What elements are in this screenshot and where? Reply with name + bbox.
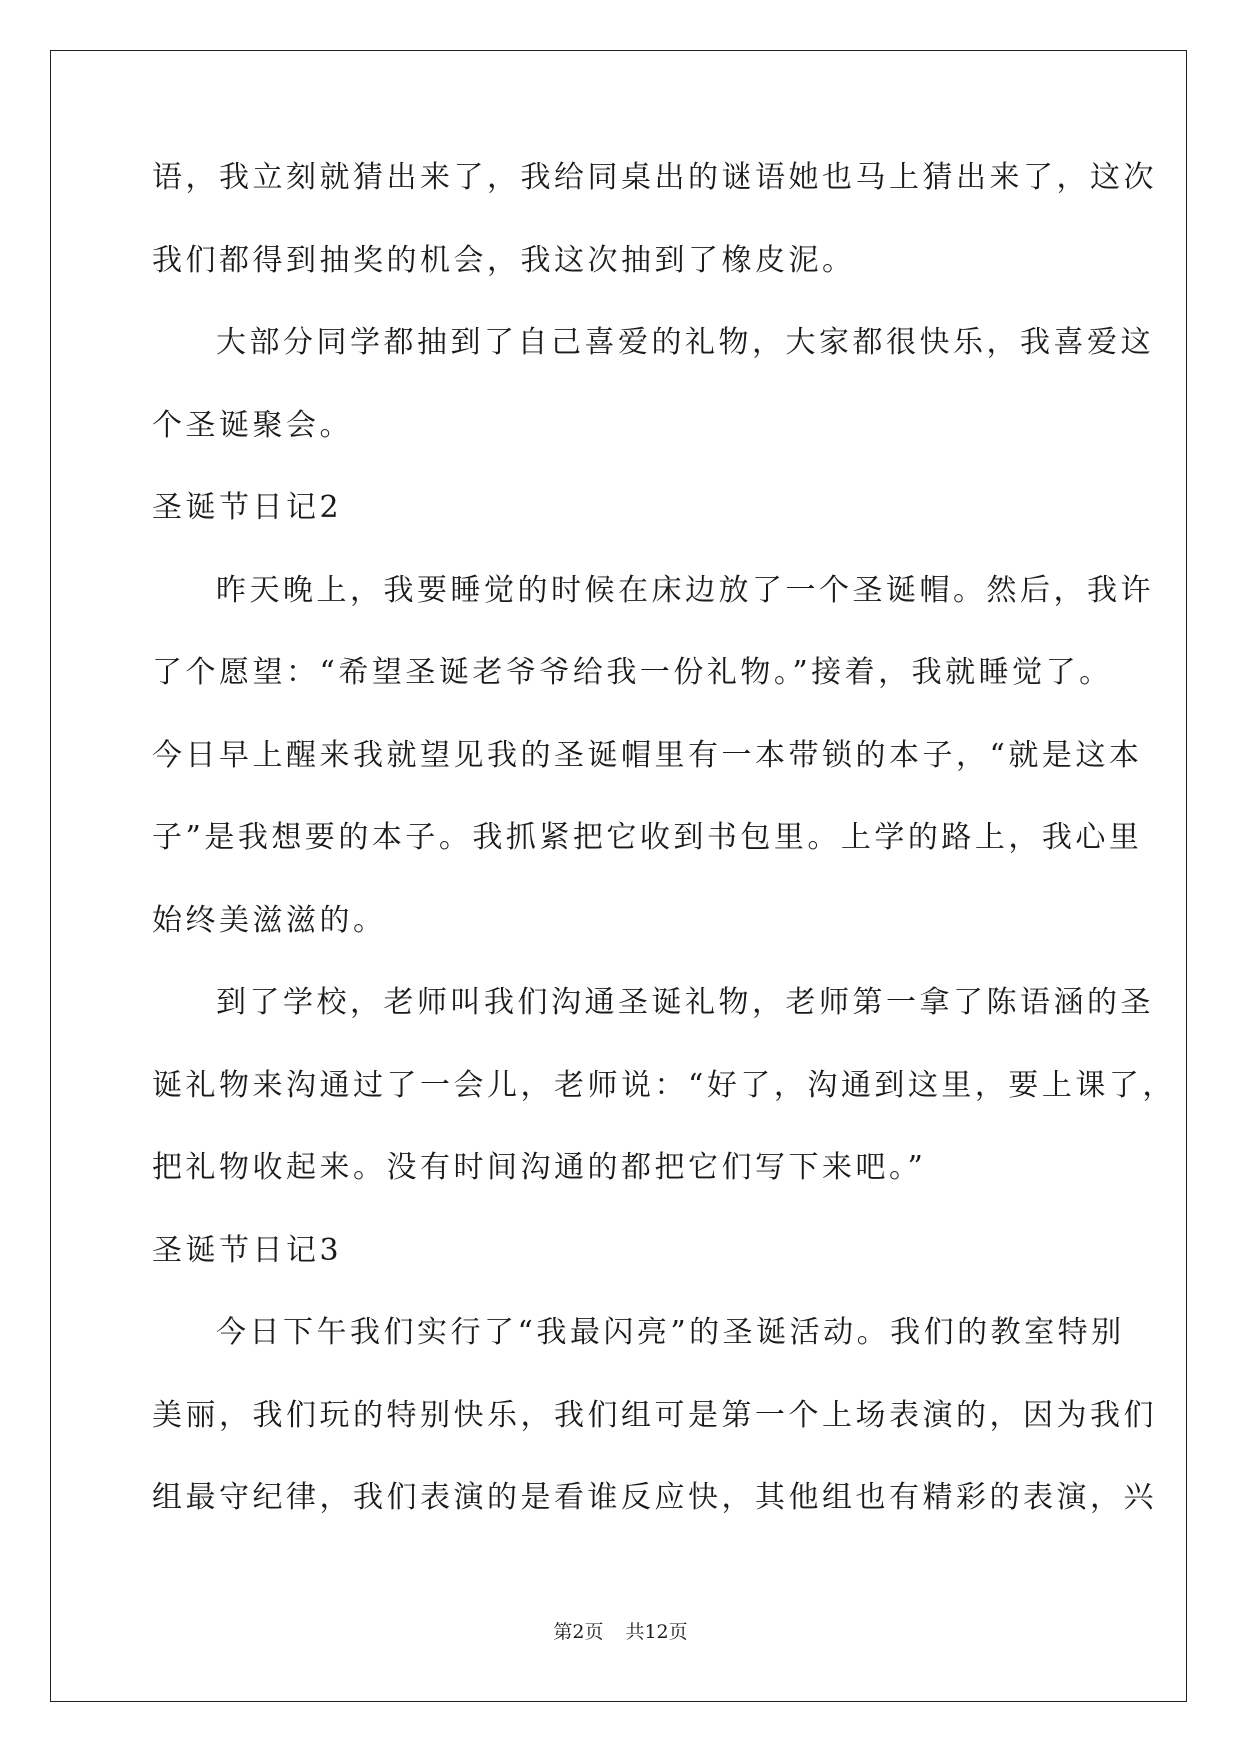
text-line: 了个愿望：“希望圣诞老爷爷给我一份礼物。”接着，我就睡觉了。 xyxy=(152,655,1113,690)
document-body xyxy=(152,158,1176,1561)
text-line: 语，我立刻就猜出来了，我给同桌出的谜语她也马上猜出来了，这次 xyxy=(152,160,1157,195)
text-line: 始终美滋滋的。 xyxy=(152,902,387,938)
page-total: 共12页 xyxy=(625,1621,688,1643)
section-heading: 圣诞节日记3 xyxy=(152,1232,343,1268)
text-line: 今日早上醒来我就望见我的圣诞帽里有一本带锁的本子，“就是这本 xyxy=(152,737,1143,773)
text-line: 个圣诞聚会。 xyxy=(152,407,353,443)
page-footer xyxy=(0,1620,1241,1644)
text-line: 大部分同学都抽到了自己喜爱的礼物，大家都很快乐，我喜爱这 xyxy=(216,325,1154,360)
text-line: 今日下午我们实行了“我最闪亮”的圣诞活动。我们的教室特别 xyxy=(216,1315,1125,1350)
text-line: 子”是我想要的本子。我抓紧把它收到书包里。上学的路上，我心里 xyxy=(152,820,1143,855)
text-line: 昨天晚上，我要睡觉的时候在床边放了一个圣诞帽。然后，我许 xyxy=(216,572,1154,608)
text-line: 到了学校，老师叫我们沟通圣诞礼物，老师第一拿了陈语涵的圣 xyxy=(216,985,1154,1020)
page-number: 第2页 xyxy=(553,1621,604,1643)
text-line: 我们都得到抽奖的机会，我这次抽到了橡皮泥。 xyxy=(152,242,856,278)
text-line: 把礼物收起来。没有时间沟通的都把它们写下来吧。” xyxy=(152,1150,927,1185)
text-line: 美丽，我们玩的特别快乐，我们组可是第一个上场表演的，因为我们 xyxy=(152,1397,1157,1433)
section-heading: 圣诞节日记2 xyxy=(152,490,343,525)
text-line: 诞礼物来沟通过了一会儿，老师说：“好了，沟通到这里，要上课了， xyxy=(152,1067,1176,1103)
text-line: 组最守纪律，我们表演的是看谁反应快，其他组也有精彩的表演，兴 xyxy=(152,1480,1157,1515)
